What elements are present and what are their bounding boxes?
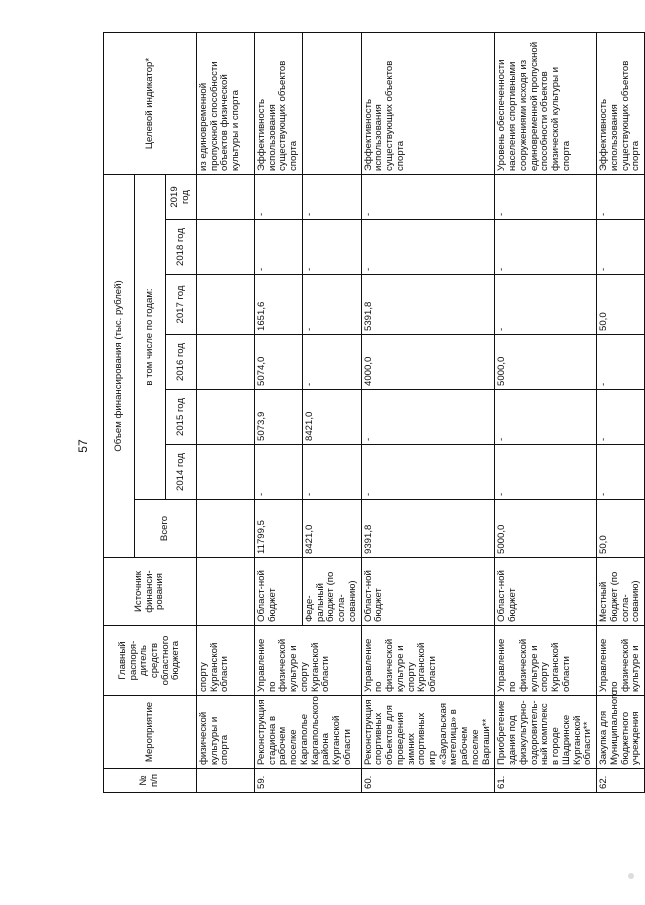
cell-2019: - — [255, 175, 303, 220]
cell-2014: - — [361, 445, 495, 500]
cell-event: Приобретение здания под физкультурно-оздоровитель-ный комплекс в городе Шадринске Курганской области** — [495, 696, 597, 769]
scan-speck — [628, 873, 634, 879]
cell-2016: - — [302, 335, 361, 390]
cell-2016: 4000,0 — [361, 335, 495, 390]
cell-event: физической культуры и спорта — [197, 696, 255, 769]
cell-2014: - — [597, 445, 645, 500]
cell-2017: 1651,6 — [255, 275, 303, 335]
cell-2018: - — [597, 220, 645, 275]
header-source: Источник финанси-рования — [104, 558, 197, 626]
cell-source: Област-ной бюджет — [495, 558, 597, 626]
header-row-1 — [104, 33, 135, 793]
cell-2016: - — [597, 335, 645, 390]
cell-2018: - — [361, 220, 495, 275]
table-row — [255, 33, 303, 793]
header-indicator: Целевой индикатор* — [104, 33, 197, 175]
cell-event: Реконструкция спортивных объектов для проведения зимних спортивных игр «Зауральская метелица» в рабочем поселке Варгаши** — [361, 696, 495, 769]
cell-event: Реконструкция стадиона в рабочем поселке Каргаполье Каргапольского района Курганской области — [255, 696, 362, 769]
cell-total: 8421,0 — [302, 500, 361, 558]
cell-manager: Управление по физической культуре и спорту Курганской области — [255, 626, 362, 696]
cell-2018: - — [255, 220, 303, 275]
cell-indicator: Эффективность использования существующих объектов спорта — [361, 33, 495, 175]
cell-indicator — [302, 33, 361, 175]
cell-2019: - — [361, 175, 495, 220]
header-by-years: в том числе по годам: — [135, 175, 166, 500]
cell-manager: спорту Курганской области — [197, 626, 255, 696]
cell-2015: - — [495, 390, 597, 445]
cell-total: 5000,0 — [495, 500, 597, 558]
rotated-table-wrapper — [103, 33, 642, 793]
cell-num: 59. — [255, 769, 362, 793]
cell-2015: 5073,9 — [255, 390, 303, 445]
table-row — [361, 33, 495, 793]
cell-indicator: Эффективность использования существующих объектов спорта — [597, 33, 645, 175]
cell-total — [197, 500, 255, 558]
cell-2017: 50,0 — [597, 275, 645, 335]
cell-total: 50,0 — [597, 500, 645, 558]
cell-manager: Управление по физической культуре и спорту Курганской области — [361, 626, 495, 696]
header-funding: Объем финансирования (тыс. рублей) — [104, 175, 135, 558]
cell-2019: - — [302, 175, 361, 220]
cell-2019: - — [495, 175, 597, 220]
cell-manager: Управление по физической культуре и — [597, 626, 645, 696]
cell-2018: - — [495, 220, 597, 275]
header-year-2018: 2018 год — [166, 220, 197, 275]
cell-indicator: из единовременной пропускной способности объектов физической культуры и спорта — [197, 33, 255, 175]
cell-2015 — [197, 390, 255, 445]
cell-manager: Управление по физической культуре и спорту Курганской области — [495, 626, 597, 696]
cell-source — [197, 558, 255, 626]
cell-2014: - — [255, 445, 303, 500]
cell-num — [197, 769, 255, 793]
cell-source: Област-ной бюджет — [255, 558, 303, 626]
header-year-2017: 2017 год — [166, 275, 197, 335]
table-row — [495, 33, 597, 793]
cell-total: 9391,8 — [361, 500, 495, 558]
header-year-2019: 2019 год — [166, 175, 197, 220]
cell-2014: - — [495, 445, 597, 500]
cell-2016: 5000,0 — [495, 335, 597, 390]
cell-2017: 5391,8 — [361, 275, 495, 335]
header-total: Всего — [135, 500, 197, 558]
cell-source: Област-ной бюджет — [361, 558, 495, 626]
cell-2016 — [197, 335, 255, 390]
cell-2017 — [197, 275, 255, 335]
cell-2017: - — [302, 275, 361, 335]
header-year-2016: 2016 год — [166, 335, 197, 390]
header-num: № п/п — [104, 769, 197, 793]
header-event: Мероприятие — [104, 696, 197, 769]
cell-2015: - — [361, 390, 495, 445]
cell-2014: - — [302, 445, 361, 500]
cell-indicator: Эффективность использования существующих объектов спорта — [255, 33, 303, 175]
cell-source: Местный бюджет (по согла-сованию) — [597, 558, 645, 626]
cell-2019: - — [597, 175, 645, 220]
cell-num: 61. — [495, 769, 597, 793]
cell-num: 62. — [597, 769, 645, 793]
cell-2016: 5074,0 — [255, 335, 303, 390]
cell-2018 — [197, 220, 255, 275]
header-year-2014: 2014 год — [166, 445, 197, 500]
cell-total: 11799,5 — [255, 500, 303, 558]
cell-event: Закупка для Муниципального бюджетного учреждения — [597, 696, 645, 769]
cell-2015: - — [597, 390, 645, 445]
table-row — [597, 33, 645, 793]
page-number: 57 — [76, 439, 90, 453]
header-year-2015: 2015 год — [166, 390, 197, 445]
cell-indicator: Уровень обеспеченности населения спортивными сооружениями исходя из единовременной пропускной способности объектов физической культуры и спорта — [495, 33, 597, 175]
cell-num: 60. — [361, 769, 495, 793]
cell-2014 — [197, 445, 255, 500]
header-manager: Главный распоря-дитель средств областного бюджета — [104, 626, 197, 696]
cell-2018: - — [302, 220, 361, 275]
cell-source: Феде-ральный бюджет (по согла-сованию) — [302, 558, 361, 626]
table-row — [197, 33, 255, 793]
cell-2017: - — [495, 275, 597, 335]
cell-2015: 8421,0 — [302, 390, 361, 445]
funding-table — [103, 32, 645, 793]
cell-2019 — [197, 175, 255, 220]
